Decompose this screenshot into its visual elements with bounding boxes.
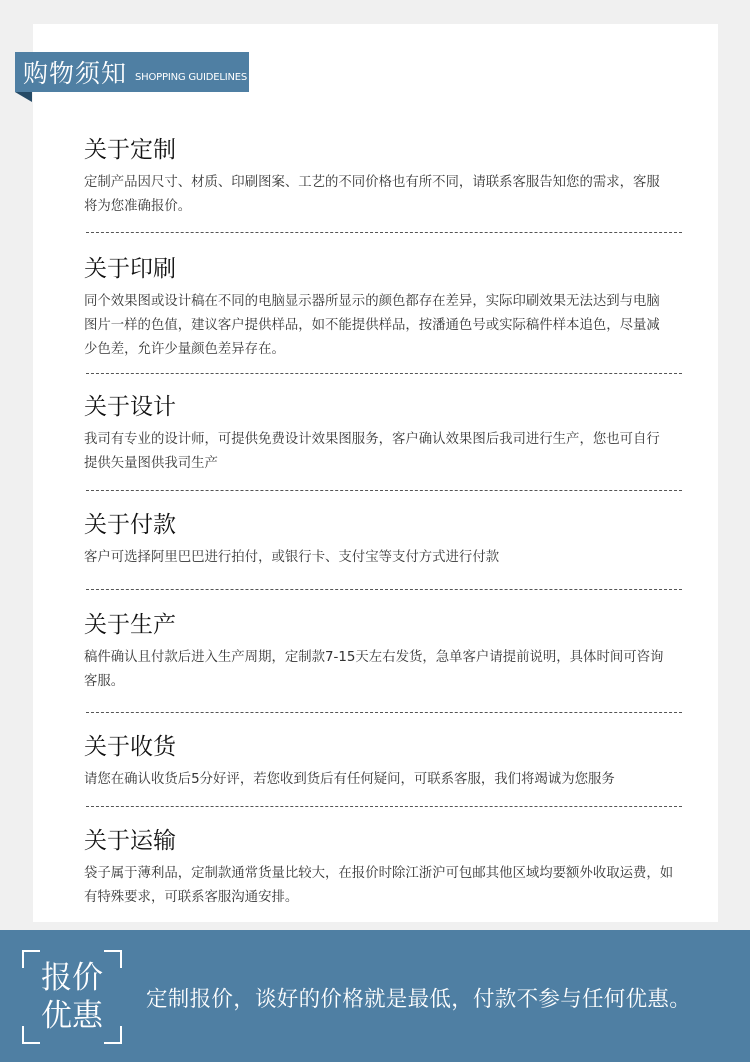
- footer-notice: 定制报价，谈好的价格就是最低，付款不参与任何优惠。: [146, 987, 692, 1012]
- section-payment: [84, 510, 684, 570]
- section-receiving: [84, 732, 684, 792]
- corner-bracket: [22, 1026, 40, 1044]
- body-line: 客服。: [84, 674, 125, 689]
- section-body: [84, 862, 684, 910]
- dashed-divider: [86, 589, 682, 590]
- section-shipping: [84, 826, 684, 910]
- body-line: 客户可选择阿里巴巴进行拍付，或银行卡、支付宝等支付方式进行付款: [84, 550, 500, 565]
- body-line: 将为您准确报价。: [84, 199, 192, 214]
- body-line: 稿件确认且付款后进入生产周期，定制款7-15天左右发货，急单客户请提前说明，具体时间可咨询: [84, 650, 664, 665]
- section-printing: [84, 254, 684, 362]
- section-title: 关于生产: [84, 612, 176, 638]
- section-body: [84, 646, 684, 694]
- section-body: [84, 768, 684, 792]
- body-line: 我司有专业的设计师，可提供免费设计效果图服务，客户确认效果图后我司进行生产，您也可自行: [84, 432, 660, 447]
- body-line: 有特殊要求，可联系客服沟通安排。: [84, 890, 299, 905]
- body-line: 提供矢量图供我司生产: [84, 456, 218, 471]
- body-line: 少色差，允许少量颜色差异存在。: [84, 342, 285, 357]
- badge-line: 优惠: [41, 998, 103, 1034]
- section-custom: [84, 135, 684, 219]
- section-body: [84, 290, 684, 362]
- section-production: [84, 610, 684, 694]
- section-banner: [15, 52, 249, 92]
- section-design: [84, 392, 684, 476]
- section-title: 关于付款: [84, 512, 176, 538]
- corner-bracket: [104, 950, 122, 968]
- footer-banner: [0, 930, 750, 1062]
- section-body: [84, 428, 684, 476]
- badge-line: 报价: [41, 960, 103, 996]
- body-line: 图片一样的色值，建议客户提供样品，如不能提供样品，按潘通色号或实际稿件样本追色，尽量减: [84, 318, 660, 333]
- section-title: 关于运输: [84, 828, 176, 854]
- body-line: 定制产品因尺寸、材质、印刷图案、工艺的不同价格也有所不同，请联系客服告知您的需求，客服: [84, 175, 660, 190]
- section-title: 关于定制: [84, 137, 176, 163]
- dashed-divider: [86, 232, 682, 233]
- section-title: 关于印刷: [84, 256, 176, 282]
- corner-bracket: [22, 950, 40, 968]
- dashed-divider: [86, 490, 682, 491]
- dashed-divider: [86, 712, 682, 713]
- banner-subtitle: SHOPPING GUIDELINES: [135, 71, 248, 83]
- section-body: [84, 546, 684, 570]
- body-line: 袋子属于薄利品，定制款通常货量比较大，在报价时除江浙沪可包邮其他区域均要额外收取运费，如: [84, 866, 674, 881]
- dashed-divider: [86, 373, 682, 374]
- banner-fold-decoration: [15, 92, 32, 102]
- dashed-divider: [86, 806, 682, 807]
- body-line: 同个效果图或设计稿在不同的电脑显示器所显示的颜色都存在差异，实际印刷效果无法达到与电脑: [84, 294, 660, 309]
- section-title: 关于收货: [84, 734, 176, 760]
- body-line: 请您在确认收货后5分好评，若您收到货后有任何疑问，可联系客服，我们将竭诚为您服务: [84, 772, 615, 787]
- price-offer-badge: [22, 950, 122, 1044]
- section-title: 关于设计: [84, 394, 176, 420]
- section-body: [84, 171, 684, 219]
- banner-title: 购物须知: [23, 59, 128, 88]
- corner-bracket: [104, 1026, 122, 1044]
